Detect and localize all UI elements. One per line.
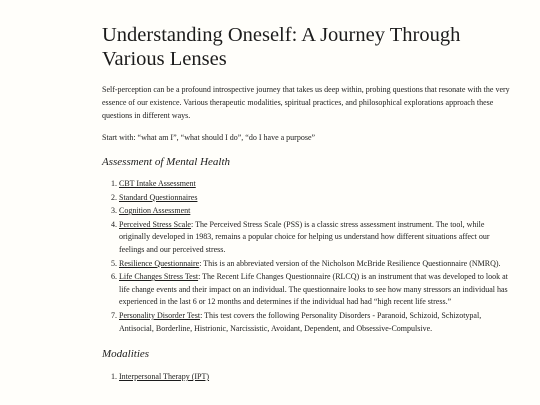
list-item bbox=[119, 219, 510, 257]
personality-disorder-test-link[interactable]: Personality Disorder Test bbox=[119, 310, 201, 320]
standard-questionnaires-link[interactable]: Standard Questionnaires bbox=[119, 192, 198, 202]
list-item bbox=[119, 192, 510, 205]
intro-paragraph: Self-perception can be a profound introspective journey that takes us deep within, probing questions that resonate with the very essence of our existence. Various therapeutic modalities, spiritual practices, and philosophical explorations approach these questions in different ways. bbox=[102, 85, 510, 120]
modalities-list bbox=[102, 371, 510, 384]
cognition-assessment-link[interactable]: Cognition Assessment bbox=[119, 206, 191, 216]
list-item bbox=[119, 205, 510, 218]
list-item bbox=[119, 258, 510, 271]
list-item bbox=[119, 271, 510, 309]
assessment-heading: Assessment of Mental Health bbox=[102, 156, 231, 168]
modalities-heading: Modalities bbox=[102, 348, 150, 361]
start-with-paragraph: Start with: “what am I”, “what should I do”, “do I have a purpose” bbox=[102, 133, 316, 142]
resilience-questionnaire-link[interactable]: Resilience Questionnaire bbox=[119, 258, 200, 268]
assessment-list bbox=[102, 178, 510, 335]
interpersonal-therapy-link[interactable]: Interpersonal Therapy (IPT) bbox=[119, 372, 210, 382]
list-item bbox=[119, 371, 510, 384]
document-page bbox=[102, 23, 510, 384]
list-item bbox=[119, 310, 510, 335]
item-description: : This test covers the following Personality Disorders - Paranoid, Schizoid, Schizotypal, Antisocial, Borderline, Histrionic, Narcissistic, Avoidant, Dependent, and Obsessive-Compulsive. bbox=[119, 310, 482, 333]
perceived-stress-scale-link[interactable]: Perceived Stress Scale bbox=[119, 219, 191, 229]
item-description: : The Recent Life Changes Questionnaire (RLCQ) is an instrument that was developed to look at life change events and their impact on an individual. The questionnaire looks to see how many stressors an individual has experienced in the last 6 or 12 months and determines if the individual had had “high recent life stress.” bbox=[119, 272, 508, 307]
item-description: : The Perceived Stress Scale (PSS) is a classic stress assessment instrument. The tool, while originally developed in 1983, remains a popular choice for helping us understand how different situations affect our feelings and our perceived stress. bbox=[119, 219, 490, 254]
cbt-intake-link[interactable]: CBT Intake Assessment bbox=[119, 179, 196, 188]
life-changes-stress-test-link[interactable]: Life Changes Stress Test bbox=[119, 272, 199, 282]
list-item bbox=[119, 178, 510, 191]
item-description: : This is an abbreviated version of the Nicholson McBride Resilience Questionnaire (NMRQ). bbox=[199, 258, 501, 268]
page-title: Understanding Oneself: A Journey Through Various Lenses bbox=[102, 24, 461, 70]
